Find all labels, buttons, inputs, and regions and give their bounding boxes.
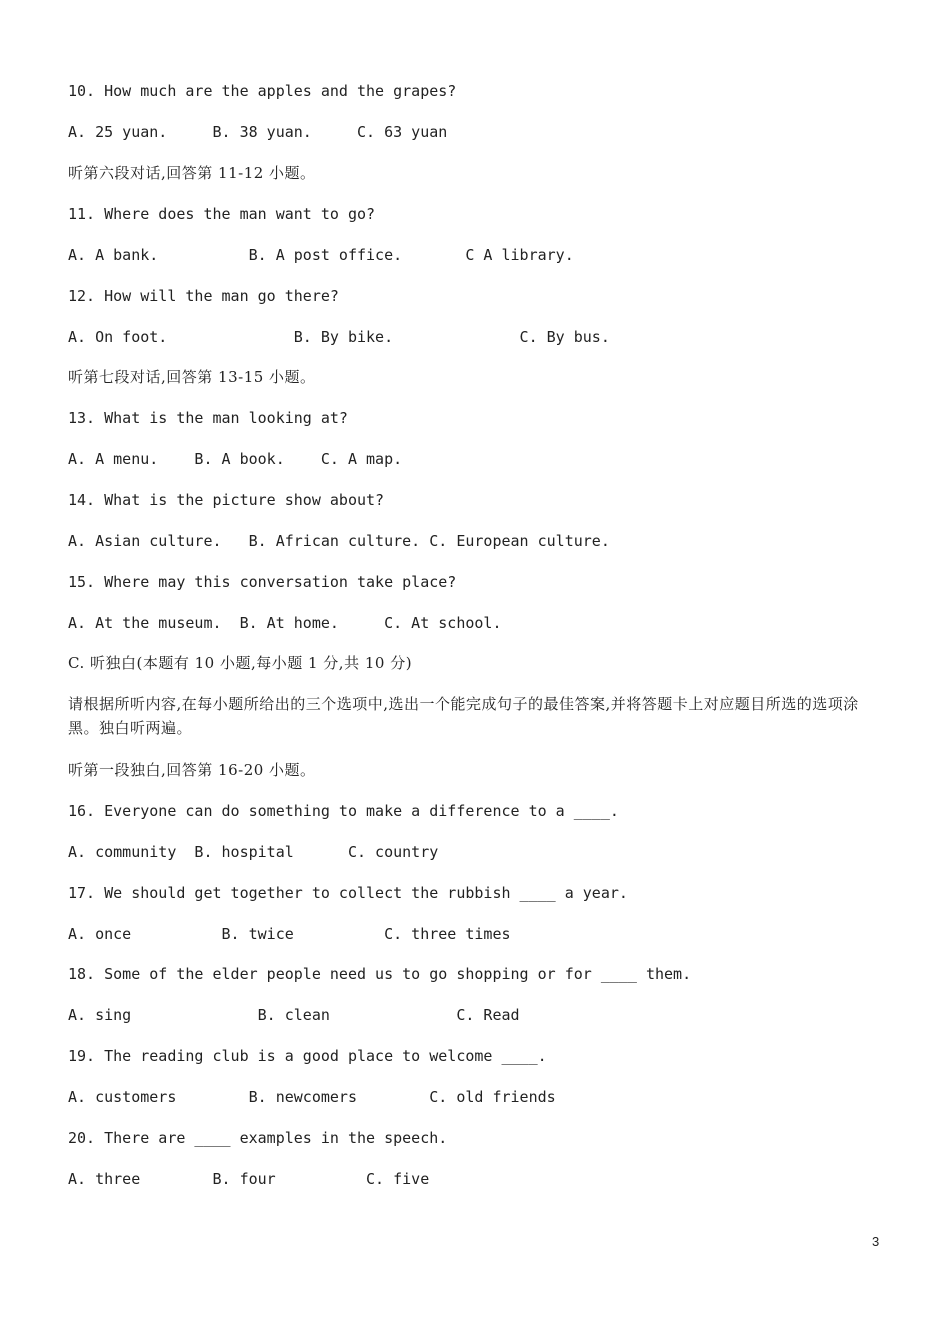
question-19: 19. The reading club is a good place to welcome ____. (68, 1047, 547, 1065)
question-20: 20. There are ____ examples in the speech. (68, 1129, 448, 1147)
question-15-options: A. At the museum. B. At home. C. At school. (68, 614, 502, 632)
question-10: 10. How much are the apples and the grapes? (68, 82, 457, 100)
question-11: 11. Where does the man want to go? (68, 205, 376, 223)
question-10-options: A. 25 yuan. B. 38 yuan. C. 63 yuan (68, 123, 448, 141)
part-c-title: C. 听独白(本题有 10 小题,每小题 1 分,共 10 分) (68, 654, 413, 672)
question-13: 13. What is the man looking at? (68, 409, 348, 427)
question-14-options: A. Asian culture. B. African culture. C. European culture. (68, 532, 610, 550)
question-17: 17. We should get together to collect the rubbish ____ a year. (68, 884, 628, 902)
question-12-options: A. On foot. B. By bike. C. By bus. (68, 328, 610, 346)
question-16-options: A. community B. hospital C. country (68, 843, 439, 861)
question-16: 16. Everyone can do something to make a difference to a ____. (68, 802, 619, 820)
section-6-heading: 听第六段对话,回答第 11-12 小题。 (68, 164, 316, 182)
section-7-heading: 听第七段对话,回答第 13-15 小题。 (68, 368, 316, 386)
question-11-options: A. A bank. B. A post office. C A library. (68, 246, 574, 264)
question-20-options: A. three B. four C. five (68, 1170, 430, 1188)
part-c-instructions: 请根据所听内容,在每小题所给出的三个选项中,选出一个能完成句子的最佳答案,并将答题卡上对应题目所选的选项涂黑。独白听两遍。 (68, 695, 859, 737)
monologue-1-heading: 听第一段独白,回答第 16-20 小题。 (68, 761, 316, 779)
page-number: 3 (872, 1234, 880, 1249)
question-12: 12. How will the man go there? (68, 287, 339, 305)
question-18-options: A. sing B. clean C. Read (68, 1006, 520, 1024)
question-18: 18. Some of the elder people need us to go shopping or for ____ them. (68, 965, 692, 983)
question-13-options: A. A menu. B. A book. C. A map. (68, 450, 403, 468)
question-14: 14. What is the picture show about? (68, 491, 385, 509)
question-19-options: A. customers B. newcomers C. old friends (68, 1088, 556, 1106)
question-17-options: A. once B. twice C. three times (68, 925, 511, 943)
question-15: 15. Where may this conversation take place? (68, 573, 457, 591)
